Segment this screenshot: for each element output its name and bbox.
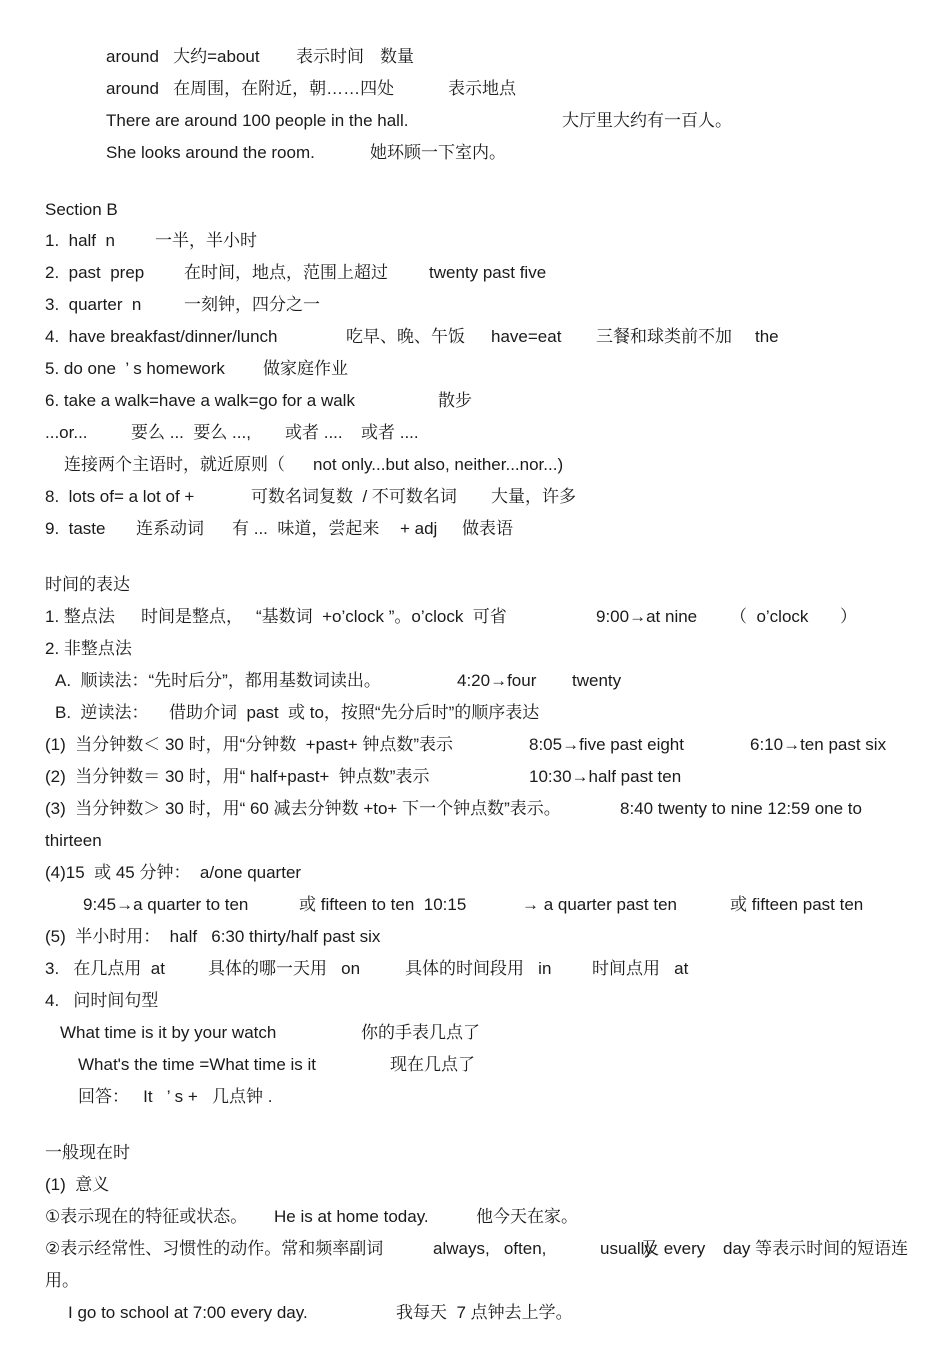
example: （ o’clock bbox=[730, 607, 809, 626]
note: 要么 ... 要么 ..., bbox=[131, 423, 251, 442]
example-en: She looks around the room. bbox=[106, 143, 315, 162]
note: 连接两个主语时，就近原则（ bbox=[64, 455, 285, 474]
section-heading: 一般现在时 bbox=[45, 1143, 130, 1162]
example-cn: 你的手表几点了 bbox=[361, 1023, 480, 1042]
example: 4:20→four bbox=[457, 671, 537, 690]
example-en: What time is it by your watch bbox=[60, 1023, 277, 1042]
example: twenty past five bbox=[429, 263, 547, 282]
note: 可数名词复数 / 不可数名词 bbox=[251, 487, 457, 506]
note: the bbox=[755, 327, 779, 346]
note: 及 every bbox=[642, 1239, 706, 1258]
note: day 等表示时间的短语连 bbox=[723, 1239, 909, 1258]
example: 10:30→half past ten bbox=[529, 767, 682, 786]
term: ...or... bbox=[45, 423, 88, 442]
text-line: 2. 非整点法 bbox=[45, 639, 132, 658]
note: B. 逆读法： bbox=[55, 703, 149, 722]
note: 表示地点 bbox=[448, 79, 516, 98]
example-en: I go to school at 7:00 every day. bbox=[68, 1303, 308, 1322]
term: 3. quarter n bbox=[45, 295, 142, 314]
note: 表示时间 bbox=[296, 47, 364, 66]
note: 做家庭作业 bbox=[263, 359, 348, 378]
note: (3) 当分钟数＞ 30 时，用“ 60 减去分钟数 +to+ 下一个钟点数”表示。 bbox=[45, 799, 561, 818]
example: 或 fifteen past ten bbox=[730, 895, 864, 914]
note: 或者 .... bbox=[361, 423, 419, 442]
note: 大量，许多 bbox=[491, 487, 576, 506]
note: + adj bbox=[400, 519, 438, 538]
example: 8:40 twenty to nine 12:59 one to bbox=[620, 799, 862, 818]
text-line: (1) 意义 bbox=[45, 1175, 110, 1194]
note: 连系动词 bbox=[136, 519, 204, 538]
example-en: He is at home today. bbox=[274, 1207, 429, 1226]
example-cn: 他今天在家。 bbox=[476, 1207, 578, 1226]
note: 有 ... 味道，尝起来 bbox=[232, 519, 380, 538]
example: 9:00→at nine bbox=[596, 607, 698, 626]
example: 6:10→ten past six bbox=[750, 735, 887, 754]
note: 具体的时间段用 in bbox=[405, 959, 552, 978]
term: 9. taste bbox=[45, 519, 106, 538]
note: 做表语 bbox=[462, 519, 513, 538]
term: around 在周围，在附近，朝……四处 bbox=[106, 79, 395, 98]
example-cn: 她环顾一下室内。 bbox=[370, 143, 506, 162]
note: ②表示经常性、习惯性的动作。常和频率副词 bbox=[45, 1239, 384, 1258]
note: “基数词 +o’clock ”。o’clock 可省 bbox=[256, 607, 507, 626]
example: 或 fifteen to ten 10:15 bbox=[299, 895, 467, 914]
note: 一半，半小时 bbox=[155, 231, 257, 250]
example-cn: 我每天 7 点钟去上学。 bbox=[396, 1303, 573, 1322]
example: not only...but also, neither...nor...) bbox=[313, 455, 564, 474]
note: have=eat bbox=[491, 327, 562, 346]
term: 5. do one ’ s homework bbox=[45, 359, 225, 378]
note: 时间是整点， bbox=[141, 607, 243, 626]
note: 借助介词 past 或 to，按照“先分后时”的顺序表达 bbox=[169, 703, 540, 722]
text-line: thirteen bbox=[45, 831, 102, 850]
text-line: (4)15 或 45 分钟： a/one quarter bbox=[45, 863, 302, 882]
note: ①表示现在的特征或状态。 bbox=[45, 1207, 248, 1226]
term: 8. lots of= a lot of + bbox=[45, 487, 195, 506]
text-line: 4. 问时间句型 bbox=[45, 991, 159, 1010]
note: 或者 .... bbox=[285, 423, 343, 442]
note: 3. 在几点用 at bbox=[45, 959, 165, 978]
note: (1) 当分钟数＜ 30 时，用“分钟数 +past+ 钟点数”表示 bbox=[45, 735, 454, 754]
note: 一刻钟，四分之一 bbox=[184, 295, 320, 314]
text-line: 用。 bbox=[45, 1271, 79, 1290]
example-cn: 现在几点了 bbox=[390, 1055, 475, 1074]
section-heading: Section B bbox=[45, 200, 118, 219]
example: → a quarter past ten bbox=[522, 895, 677, 914]
term: 1. 整点法 bbox=[45, 607, 115, 626]
example-en: What's the time =What time is it bbox=[78, 1055, 317, 1074]
example-en: There are around 100 people in the hall. bbox=[106, 111, 409, 130]
text-line: (5) 半小时用： half 6:30 thirty/half past six bbox=[45, 927, 381, 946]
note: 在时间，地点，范围上超过 bbox=[184, 263, 388, 282]
example-cn: 大厅里大约有一百人。 bbox=[562, 111, 732, 130]
example: 9:45→a quarter to ten bbox=[83, 895, 249, 914]
term: around 大约=about bbox=[106, 47, 260, 66]
example: twenty bbox=[572, 671, 622, 690]
term: 1. half n bbox=[45, 231, 115, 250]
note: 数量 bbox=[380, 47, 414, 66]
note: 具体的哪一天用 on bbox=[208, 959, 361, 978]
note: 散步 bbox=[438, 391, 472, 410]
note: 三餐和球类前不加 bbox=[596, 327, 732, 346]
example: ） bbox=[840, 607, 857, 626]
note: usually bbox=[600, 1239, 653, 1258]
text-line bbox=[68, 1302, 573, 1368]
note: 吃早、晚、午饭 bbox=[346, 327, 465, 346]
note: (2) 当分钟数＝ 30 时，用“ half+past+ 钟点数”表示 bbox=[45, 767, 430, 786]
note: 时间点用 at bbox=[592, 959, 689, 978]
section-heading: 时间的表达 bbox=[45, 575, 130, 594]
term: 2. past prep bbox=[45, 263, 145, 282]
example: 8:05→five past eight bbox=[529, 735, 684, 754]
note: always, often, bbox=[433, 1239, 547, 1258]
term: 6. take a walk=have a walk=go for a walk bbox=[45, 391, 355, 410]
note: A. 顺读法：“先时后分”，都用基数词读出。 bbox=[55, 671, 381, 690]
text-line: 回答： It ’ s + 几点钟 . bbox=[78, 1087, 273, 1106]
term: 4. have breakfast/dinner/lunch bbox=[45, 327, 278, 346]
